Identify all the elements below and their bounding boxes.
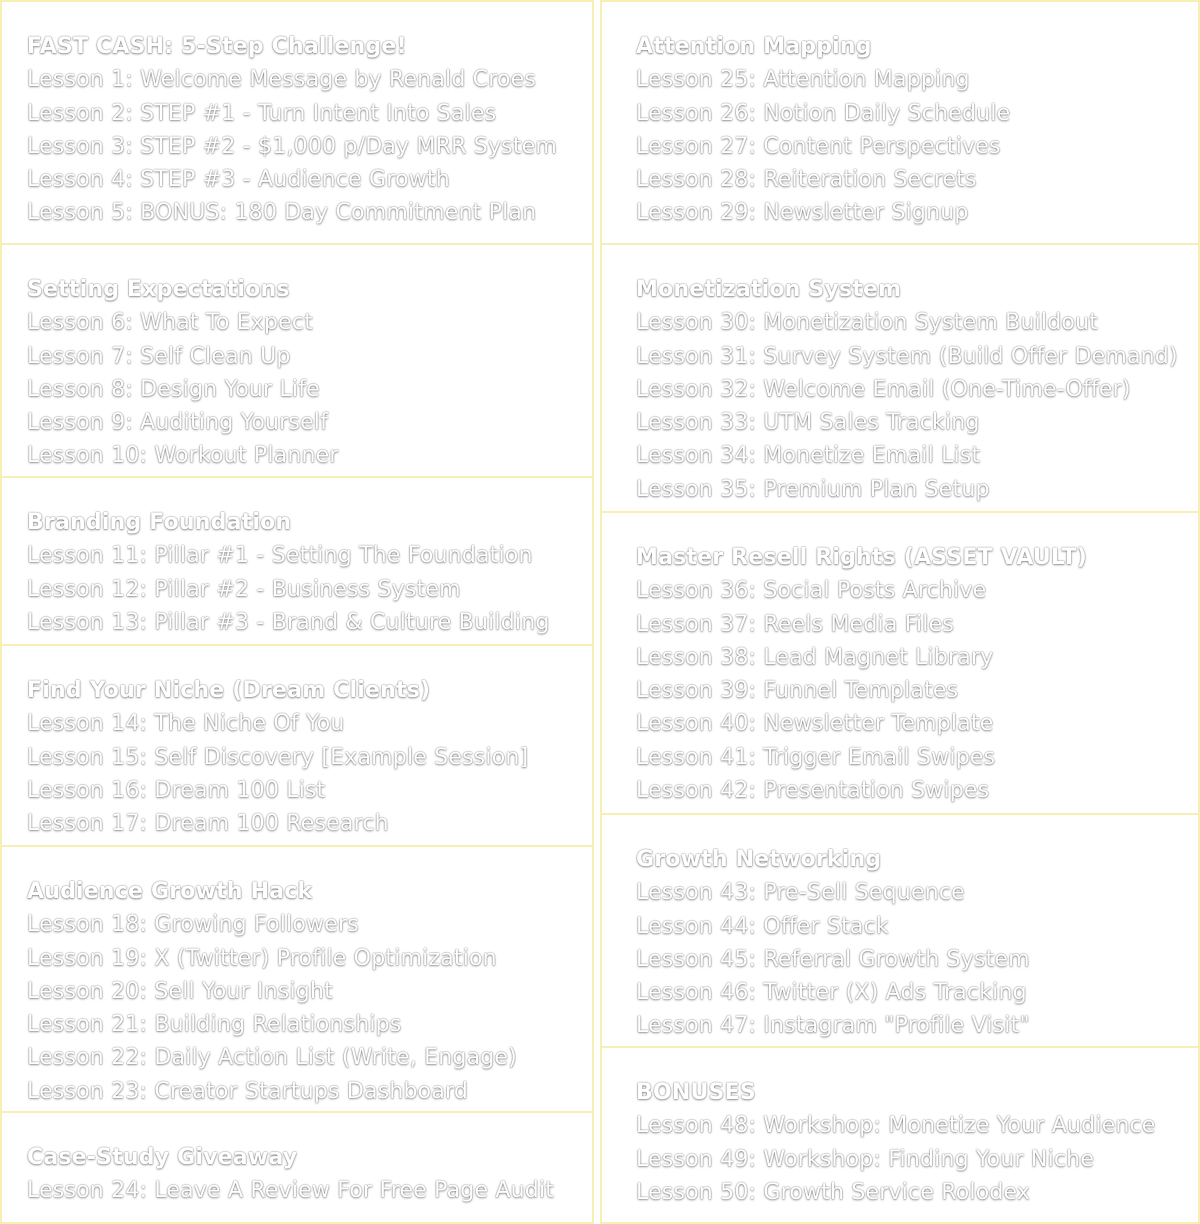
right-column [600,0,1198,1224]
section-title: Audience Growth Hack [27,879,313,904]
lesson-link[interactable]: Lesson 48: Workshop: Monetize Your Audience [636,1113,1156,1139]
section-growth-networking [600,813,1200,1048]
lesson-link[interactable]: Lesson 35: Premium Plan Setup [636,476,990,502]
section-title: Attention Mapping [636,34,872,59]
lesson-link[interactable]: Lesson 4: STEP #3 - Audience Growth [27,167,450,193]
lesson-link[interactable]: Lesson 38: Lead Magnet Library [636,644,994,670]
lesson-link[interactable]: Lesson 29: Newsletter Signup [636,200,969,226]
lesson-link[interactable]: Lesson 21: Building Relationships [27,1012,402,1038]
section-title: Master Resell Rights (ASSET VAULT) [636,545,1088,570]
lesson-link[interactable]: Lesson 39: Funnel Templates [636,678,959,704]
lesson-link[interactable]: Lesson 23: Creator Startups Dashboard [27,1078,469,1104]
lesson-link[interactable]: Lesson 22: Daily Action List (Write, Engage) [27,1045,517,1071]
lesson-link[interactable]: Lesson 13: Pillar #3 - Brand & Culture Building [27,609,550,635]
section-title: Monetization System [636,277,902,302]
lesson-link[interactable]: Lesson 25: Attention Mapping [636,67,970,93]
lesson-link[interactable]: Lesson 19: X (Twitter) Profile Optimization [27,945,497,971]
lesson-link[interactable]: Lesson 2: STEP #1 - Turn Intent Into Sales [27,100,497,126]
lesson-link[interactable]: Lesson 31: Survey System (Build Offer Demand) [636,343,1178,369]
lesson-link[interactable]: Lesson 14: The Niche Of You [27,711,345,737]
lesson-link[interactable]: Lesson 36: Social Posts Archive [636,578,987,604]
lesson-link[interactable]: Lesson 8: Design Your Life [27,376,320,402]
section-monetization-system [600,243,1200,513]
section-audience-growth-hack [0,845,594,1113]
section-bonuses [600,1046,1200,1224]
section-title: BONUSES [636,1080,756,1105]
lesson-link[interactable]: Lesson 11: Pillar #1 - Setting The Foundation [27,543,533,569]
section-branding-foundation [0,476,594,646]
lesson-link[interactable]: Lesson 15: Self Discovery [Example Session] [27,744,529,770]
lesson-link[interactable]: Lesson 12: Pillar #2 - Business System [27,576,461,602]
lesson-link[interactable]: Lesson 9: Auditing Yourself [27,410,329,436]
lesson-link[interactable]: Lesson 20: Sell Your Insight [27,978,333,1004]
lesson-link[interactable]: Lesson 44: Offer Stack [636,913,889,939]
lesson-link[interactable]: Lesson 41: Trigger Email Swipes [636,744,996,770]
lesson-link[interactable]: Lesson 50: Growth Service Rolodex [636,1179,1031,1205]
lesson-link[interactable]: Lesson 42: Presentation Swipes [636,778,990,804]
section-title: Find Your Niche (Dream Clients) [27,678,431,703]
lesson-link[interactable]: Lesson 16: Dream 100 List [27,777,326,803]
section-setting-expectations [0,243,594,478]
lesson-link[interactable]: Lesson 49: Workshop: Finding Your Niche [636,1146,1095,1172]
lesson-link[interactable]: Lesson 46: Twitter (X) Ads Tracking [636,980,1027,1006]
lesson-link[interactable]: Lesson 1: Welcome Message by Renald Croes [27,67,537,93]
section-find-your-niche [0,644,594,847]
lesson-link[interactable]: Lesson 18: Growing Followers [27,912,359,938]
lesson-link[interactable]: Lesson 27: Content Perspectives [636,133,1001,159]
lesson-link[interactable]: Lesson 45: Referral Growth System [636,946,1030,972]
section-master-resell-rights [600,511,1200,815]
lesson-link[interactable]: Lesson 47: Instagram "Profile Visit" [636,1013,1030,1039]
section-title: Setting Expectations [27,277,290,302]
section-fast-cash [0,0,594,245]
section-title: Case-Study Giveaway [27,1145,298,1170]
lesson-link[interactable]: Lesson 24: Leave A Review For Free Page Audit [27,1178,555,1204]
section-attention-mapping [600,0,1200,245]
lesson-link[interactable]: Lesson 5: BONUS: 180 Day Commitment Plan [27,200,537,226]
section-title: Branding Foundation [27,510,292,535]
section-title: FAST CASH: 5-Step Challenge! [27,34,407,59]
lesson-link[interactable]: Lesson 10: Workout Planner [27,443,339,469]
lesson-link[interactable]: Lesson 32: Welcome Email (One-Time-Offer) [636,376,1131,402]
section-title: Growth Networking [636,847,882,872]
lesson-link[interactable]: Lesson 7: Self Clean Up [27,343,291,369]
lesson-link[interactable]: Lesson 40: Newsletter Template [636,711,994,737]
lesson-link[interactable]: Lesson 17: Dream 100 Research [27,811,389,837]
lesson-link[interactable]: Lesson 34: Monetize Email List [636,443,981,469]
lesson-link[interactable]: Lesson 30: Monetization System Buildout [636,310,1099,336]
section-case-study-giveaway [0,1111,594,1224]
left-column [0,0,598,1224]
lesson-link[interactable]: Lesson 33: UTM Sales Tracking [636,410,980,436]
lesson-link[interactable]: Lesson 6: What To Expect [27,310,314,336]
lesson-link[interactable]: Lesson 28: Reiteration Secrets [636,167,977,193]
lesson-link[interactable]: Lesson 26: Notion Daily Schedule [636,100,1011,126]
lesson-link[interactable]: Lesson 37: Reels Media Files [636,611,955,637]
lesson-link[interactable]: Lesson 3: STEP #2 - $1,000 p/Day MRR System [27,133,558,159]
lesson-link[interactable]: Lesson 43: Pre-Sell Sequence [636,880,965,906]
